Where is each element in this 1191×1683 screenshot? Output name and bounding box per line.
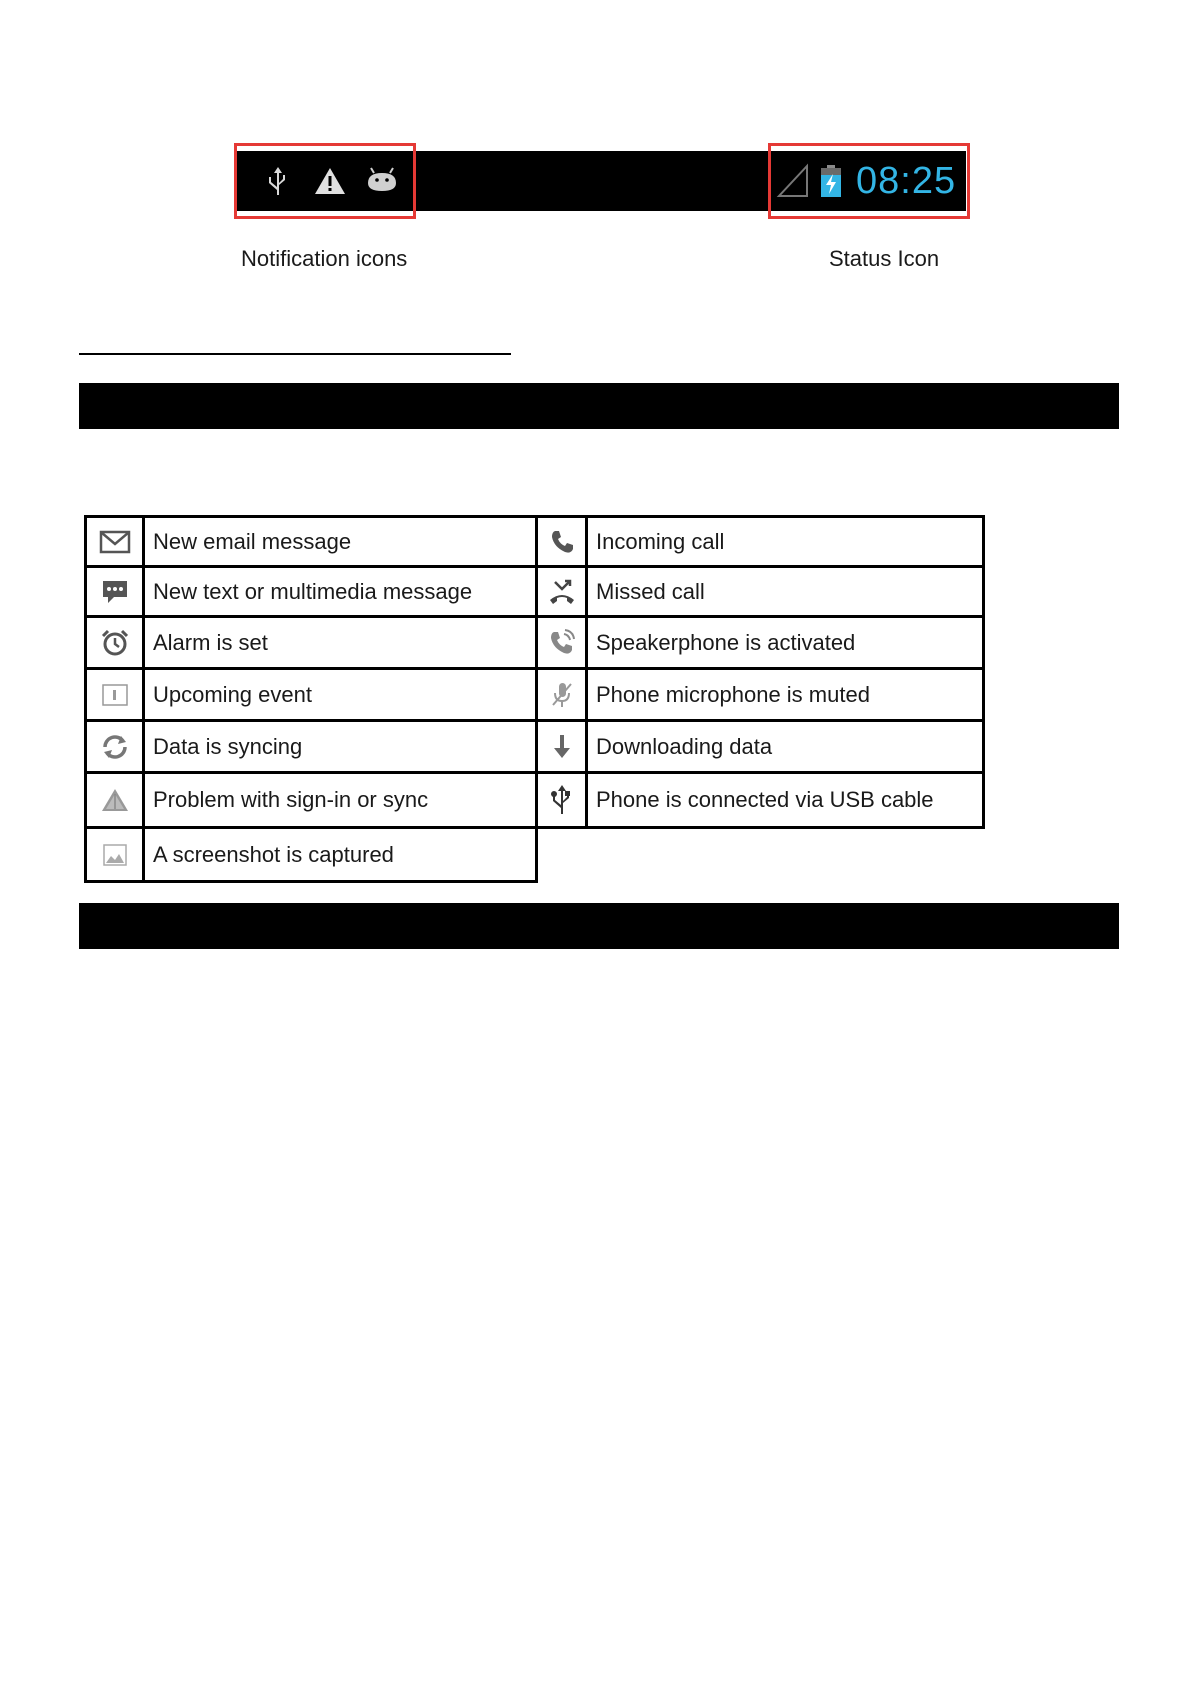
sync-icon xyxy=(99,733,131,761)
notification-icons-highlight xyxy=(234,143,416,219)
table-row-label: Phone microphone is muted xyxy=(585,667,985,722)
email-icon xyxy=(99,529,131,555)
table-row-icon xyxy=(84,515,145,568)
table-row-icon xyxy=(535,565,588,618)
table-row-label: Speakerphone is activated xyxy=(585,615,985,670)
usb-icon xyxy=(548,783,576,817)
table-row-icon xyxy=(84,565,145,618)
section-header-bar xyxy=(79,383,1119,429)
table-row-label: Downloading data xyxy=(585,719,985,774)
table-row-icon xyxy=(535,615,588,670)
table-row-icon xyxy=(84,826,145,883)
table-row-icon xyxy=(84,719,145,774)
phone-icon xyxy=(548,528,576,556)
table-row-icon xyxy=(84,615,145,670)
table-row-label: Incoming call xyxy=(585,515,985,568)
screenshot-icon xyxy=(101,842,129,868)
divider xyxy=(79,353,511,355)
alarm-icon xyxy=(100,628,130,658)
table-row-label: Alarm is set xyxy=(142,615,538,670)
table-row-label: New text or multimedia message xyxy=(142,565,538,618)
table-row-label: Missed call xyxy=(585,565,985,618)
table-row-label: Upcoming event xyxy=(142,667,538,722)
table-row-icon xyxy=(84,667,145,722)
table-row-label: A screenshot is captured xyxy=(142,826,538,883)
table-row-label: Problem with sign-in or sync xyxy=(142,771,538,829)
speakerphone-icon xyxy=(547,628,577,658)
status-icons-highlight xyxy=(768,143,970,219)
table-row-icon xyxy=(535,719,588,774)
table-row-label: Phone is connected via USB cable xyxy=(585,771,985,829)
table-row-icon xyxy=(535,667,588,722)
table-row-icon xyxy=(84,771,145,829)
status-icon-caption: Status Icon xyxy=(829,246,940,271)
calendar-icon xyxy=(101,682,129,708)
mic-muted-icon xyxy=(549,680,575,710)
notification-icons-caption: Notification icons xyxy=(241,246,408,271)
sync-error-icon xyxy=(100,786,130,814)
sms-icon xyxy=(100,578,130,606)
section-header-bar xyxy=(79,903,1119,949)
table-row-icon xyxy=(535,771,588,829)
download-icon xyxy=(550,732,574,762)
table-row-label: Data is syncing xyxy=(142,719,538,774)
table-row-icon xyxy=(535,515,588,568)
missed-call-icon xyxy=(547,578,577,606)
clock: 08:25 xyxy=(856,160,957,202)
table-row-label: New email message xyxy=(142,515,538,568)
